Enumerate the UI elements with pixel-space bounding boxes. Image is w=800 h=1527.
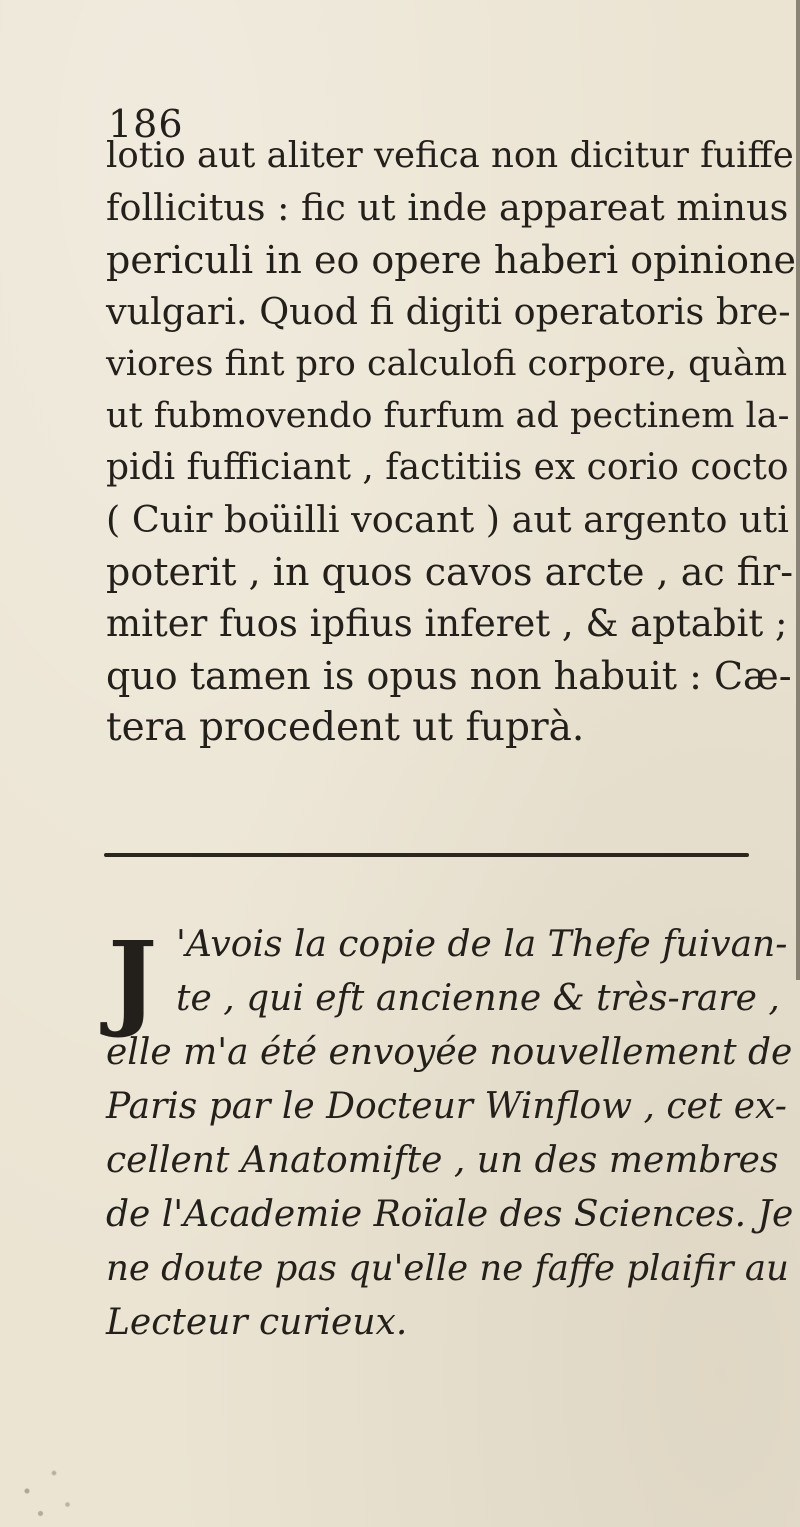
text-line: de l'Academie Roïale des Sciences. Je	[106, 1194, 794, 1235]
text-line: elle m'a été envoyée nouvellement de	[106, 1032, 793, 1073]
text-line: viores fint pro calculofi corpore, quàm	[106, 344, 788, 384]
text-line: lotio aut aliter vefica non dicitur fuiffe	[106, 135, 794, 176]
page-number: 186	[108, 102, 184, 146]
text-line: cellent Anatomifte , un des membres	[106, 1140, 779, 1181]
text-line: Paris par le Docteur Winflow , cet ex-	[106, 1086, 787, 1127]
drop-cap: J	[108, 918, 158, 1041]
text-line: ne doute pas qu'elle ne faffe plaifir au	[106, 1248, 789, 1289]
paper-speckle-decoration	[0, 1437, 90, 1527]
latin-paragraph	[106, 130, 796, 754]
text-line: te , qui eft ancienne & très-rare ,	[176, 978, 780, 1019]
text-line: vulgari. Quod fi digiti operatoris bre-	[106, 290, 791, 333]
text-line: miter fuos ipfius inferet , & aptabit ;	[106, 602, 788, 645]
text-line: 'Avois la copie de la Thefe fuivan-	[176, 924, 788, 965]
text-line: pidi fufficiant , factitiis ex corio cocto	[106, 447, 789, 488]
text-line: follicitus : fic ut inde appareat minus	[106, 186, 789, 229]
french-lines	[106, 918, 796, 1350]
section-divider-rule	[104, 853, 749, 857]
text-line: periculi in eo opere haberi opinione	[106, 238, 797, 282]
text-line: quo tamen is opus non habuit : Cæ-	[106, 654, 792, 698]
french-paragraph	[106, 918, 796, 1350]
text-line: poterit , in quos cavos arcte , ac fir-	[106, 550, 794, 594]
text-line: Lecteur curieux.	[106, 1302, 408, 1343]
text-line: ( Cuir boüilli vocant ) aut argento uti	[106, 498, 789, 541]
page-edge-shadow	[796, 0, 800, 980]
text-line: ut fubmovendo furfum ad pectinem la-	[106, 396, 790, 436]
text-line: tera procedent ut fuprà.	[106, 705, 585, 750]
